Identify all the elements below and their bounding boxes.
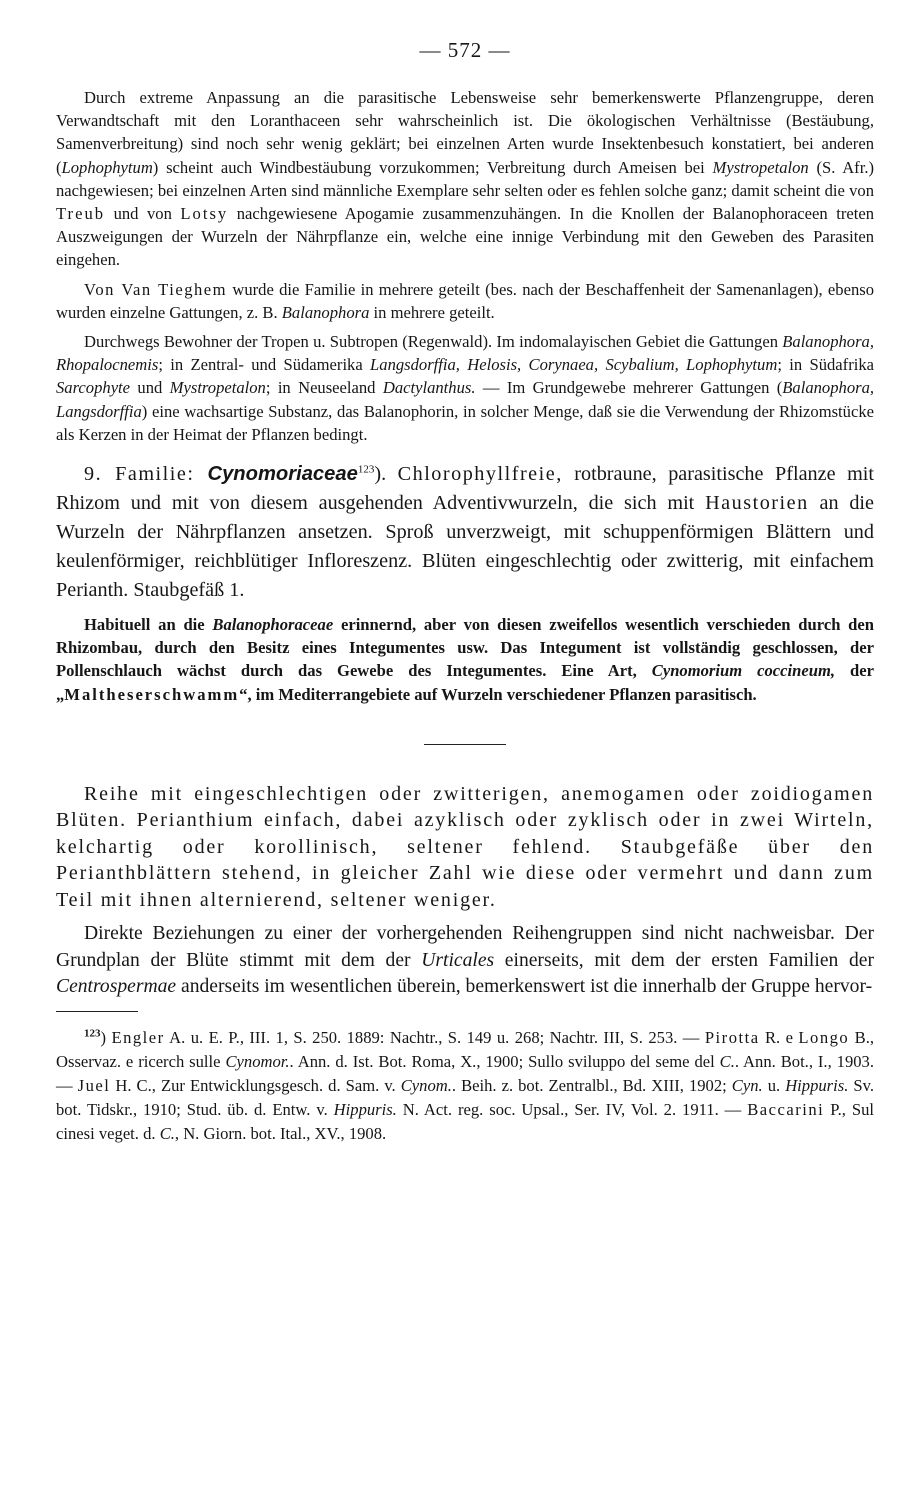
- paragraph-habit: [56, 613, 874, 706]
- text-run: wurde die Familie in mehrere geteilt (bes. nach der Beschaffenheit der Samenanlagen), ebenso wurden einzelne Gattungen, z. B.: [56, 279, 875, 322]
- footnote-label: 123: [84, 1027, 101, 1040]
- genus-abbr: Cynomor.: [225, 1051, 290, 1071]
- text-run: Durchwegs Bewohner der Tropen u. Subtropen (Regenwald). Im indomalayischen Gebiet die Gattungen: [84, 332, 783, 352]
- author-name: Treub: [56, 204, 106, 224]
- text-run: R. e: [759, 1027, 799, 1047]
- text-run: Durch extreme Anpassung an die parasitische Lebensweise sehr bemerkenswerte Pflanzengruppe, deren Verwandtschaft mit den Loranthaceen sehr wahrscheinlich ist. Die ökologischen Verhältnisse (Bestäubung, Samenverbreitung) sind noch sehr wenig geklärt; bei einzelnen Arten wurde Insektenbesuch konstatiert, bei anderen (: [56, 88, 874, 177]
- text-run: . Beih. z. bot. Zentralbl., Bd. XIII, 1902;: [451, 1075, 732, 1095]
- genus-abbr: Hippuris.: [785, 1075, 849, 1095]
- text-run: . Ann. d. Ist. Bot. Roma, X., 1900; Sullo sviluppo del seme del: [289, 1051, 720, 1071]
- text-run: Habituell an die: [84, 615, 213, 635]
- family-name: Cynomoriaceae: [207, 463, 358, 486]
- text-run: ) scheint auch Windbestäubung vorzukommen; Verbreitung durch Ameisen bei: [152, 157, 713, 177]
- text-run: Sv. bot. Tidskr., 1910; Stud. üb. d. Entw. v.: [56, 1075, 874, 1119]
- spaced-term: Chlorophyllfreie,: [397, 463, 563, 486]
- text-run: . Ann. Bot., I., 1903. —: [56, 1051, 874, 1095]
- paragraph-reihe: Reihe mit eingeschlechtigen oder zwitterigen, anemogamen oder zoidiogamen Blüten. Perianthium einfach, dabei azyklisch oder zyklisch oder in zwei Wirteln, kelchartig oder korollinisch, seltener fehlend. Staubgefäße über den Perianthblättern stehend, in gleicher Zahl wie diese oder vermehrt und dann zum Teil mit ihnen alternierend, seltener weniger.: [56, 782, 874, 911]
- family-heading-paragraph: [56, 460, 874, 605]
- text-run: anderseits im wesentlichen überein, bemerkenswert ist die innerhalb der Gruppe hervor-: [176, 976, 873, 998]
- genus-abbr: C.: [159, 1123, 175, 1143]
- genus-name: Balanophora: [281, 302, 370, 322]
- section-separator: [424, 744, 506, 745]
- text-run: (S. Afr.) nachgewiesen; bei einzelnen Arten sind männliche Exemplare sehr selten oder es fehlen solche ganz; damit scheint die von: [56, 157, 874, 200]
- text-run: nachgewiesene Apogamie zusammenzuhängen. In die Knollen der Balanophoraceen treten Auszweigungen der Wurzeln der Nährpflanze ein, welche eine innige Verbindung mit den Geweben des Parasiten eingehen.: [56, 204, 874, 270]
- text-run: in mehrere geteilt.: [369, 302, 495, 322]
- genus-name: Balanophora, Rhopalocnemis: [56, 332, 874, 375]
- text-run: P., Sul cinesi veget. d.: [56, 1099, 874, 1143]
- family-label: 9. Familie:: [84, 463, 208, 486]
- footnote-123: [56, 1026, 874, 1146]
- text-run: und von: [105, 204, 181, 224]
- footnote-rule: [56, 1011, 138, 1012]
- footnote-ref: 123: [357, 463, 375, 476]
- text-run: einerseits, mit dem der ersten Familien der: [494, 949, 874, 971]
- text-run: ) eine wachsartige Substanz, das Balanophorin, in solcher Menge, daß sie die Verwendung der Rhizomstücke als Kerzen in der Heimat der Pflanzen bedingt.: [56, 401, 874, 444]
- text-run: und: [130, 378, 170, 398]
- paragraph-classification: [56, 278, 874, 324]
- author-name: Von Van Tieghem: [84, 279, 228, 299]
- text-run: rotbraune, parasitische Pflanze mit Rhizom und mit von diesem ausgehenden Adventivwurzeln, die sich mit: [56, 463, 874, 515]
- genus-name: Lophophytum: [61, 157, 153, 177]
- genus-abbr: C.: [719, 1051, 735, 1071]
- author-name: Engler: [111, 1027, 165, 1047]
- paragraph-ecology: [56, 86, 874, 272]
- text-run: ; in Zentral- und Südamerika: [158, 355, 371, 375]
- spaced-term: Maltheserschwamm: [64, 684, 240, 704]
- genus-name: Mystropetalon: [169, 378, 266, 398]
- paragraph-relations: [56, 921, 874, 1001]
- text-run: “, im Mediterrangebiete auf Wurzeln verschiedener Pflanzen parasitisch.: [239, 684, 757, 704]
- order-name: Centrospermae: [56, 976, 177, 998]
- text-run: ; in Südafrika: [777, 355, 874, 375]
- author-name: Lotsy: [180, 204, 229, 224]
- genus-name: Balanophora, Langsdorffia: [56, 378, 875, 421]
- genus-name: Sarcophyte: [56, 378, 131, 398]
- genus-abbr: Cynom.: [400, 1075, 452, 1095]
- genus-name: Mystropetalon: [712, 157, 809, 177]
- family-name-italic: Balanophoraceae: [212, 615, 334, 635]
- genus-name: Dactylanthus.: [382, 378, 476, 398]
- author-name: Baccarini: [747, 1099, 825, 1119]
- text-run: N. Act. reg. soc. Upsal., Ser. IV, Vol. 2. 1911. —: [396, 1099, 748, 1119]
- text-run: Direkte Beziehungen zu einer der vorhergehenden Reihengruppen sind nicht nachweisbar. Der Grundplan der Blüte stimmt mit dem der: [56, 923, 874, 971]
- document-page: [56, 36, 874, 1146]
- text-run: ).: [374, 463, 398, 486]
- text-run: der „: [56, 661, 875, 704]
- author-name: Longo: [798, 1027, 850, 1047]
- order-name: Urticales: [421, 949, 495, 971]
- text-run: ; in Neuseeland: [265, 378, 383, 398]
- page-number: — 572 —: [419, 38, 511, 62]
- species-name: Cynomorium coccineum,: [651, 661, 836, 681]
- text-run: A. u. E. P., III. 1, S. 250. 1889: Nachtr., S. 149 u. 268; Nachtr. III, S. 253. —: [164, 1027, 705, 1047]
- text-run: B., Osservaz. e ricerch sulle: [56, 1027, 875, 1071]
- text-run: erinnernd, aber von diesen zweifellos wesentlich verschieden durch den Rhizombau, durch den Besitz eines Integumentes usw. Das Integument ist vollständig geschlossen, der Pollenschlauch wächst durch das Gewebe des Integumentes. Eine Art,: [56, 615, 875, 681]
- genus-name: Langsdorffia, Helosis, Corynaea, Scybalium, Lophophytum: [370, 355, 778, 375]
- text-run: an die Wurzeln der Nährpflanzen ansetzen. Sproß unverzweigt, mit schuppenförmigen Blättern und keulenförmiger, reichblütiger Infloreszenz. Blüten eingeschlechtig oder zwitterig, mit einfachem Perianth. Staubgefäß 1.: [56, 492, 875, 602]
- genus-abbr: Hippuris.: [333, 1099, 397, 1119]
- author-name: Pirotta: [704, 1027, 760, 1047]
- text-run: u.: [762, 1075, 786, 1095]
- text-run: — Im Grundgewebe mehrerer Gattungen (: [475, 378, 783, 398]
- spaced-term: Haustorien: [705, 492, 809, 515]
- text-run: ): [100, 1027, 112, 1047]
- genus-abbr: Cyn.: [731, 1075, 763, 1095]
- paragraph-distribution: [56, 330, 874, 446]
- text-run: H. C., Zur Entwicklungsgesch. d. Sam. v.: [110, 1075, 401, 1095]
- text-run: , N. Giorn. bot. Ital., XV., 1908.: [174, 1123, 387, 1143]
- author-name: Juel: [77, 1075, 111, 1095]
